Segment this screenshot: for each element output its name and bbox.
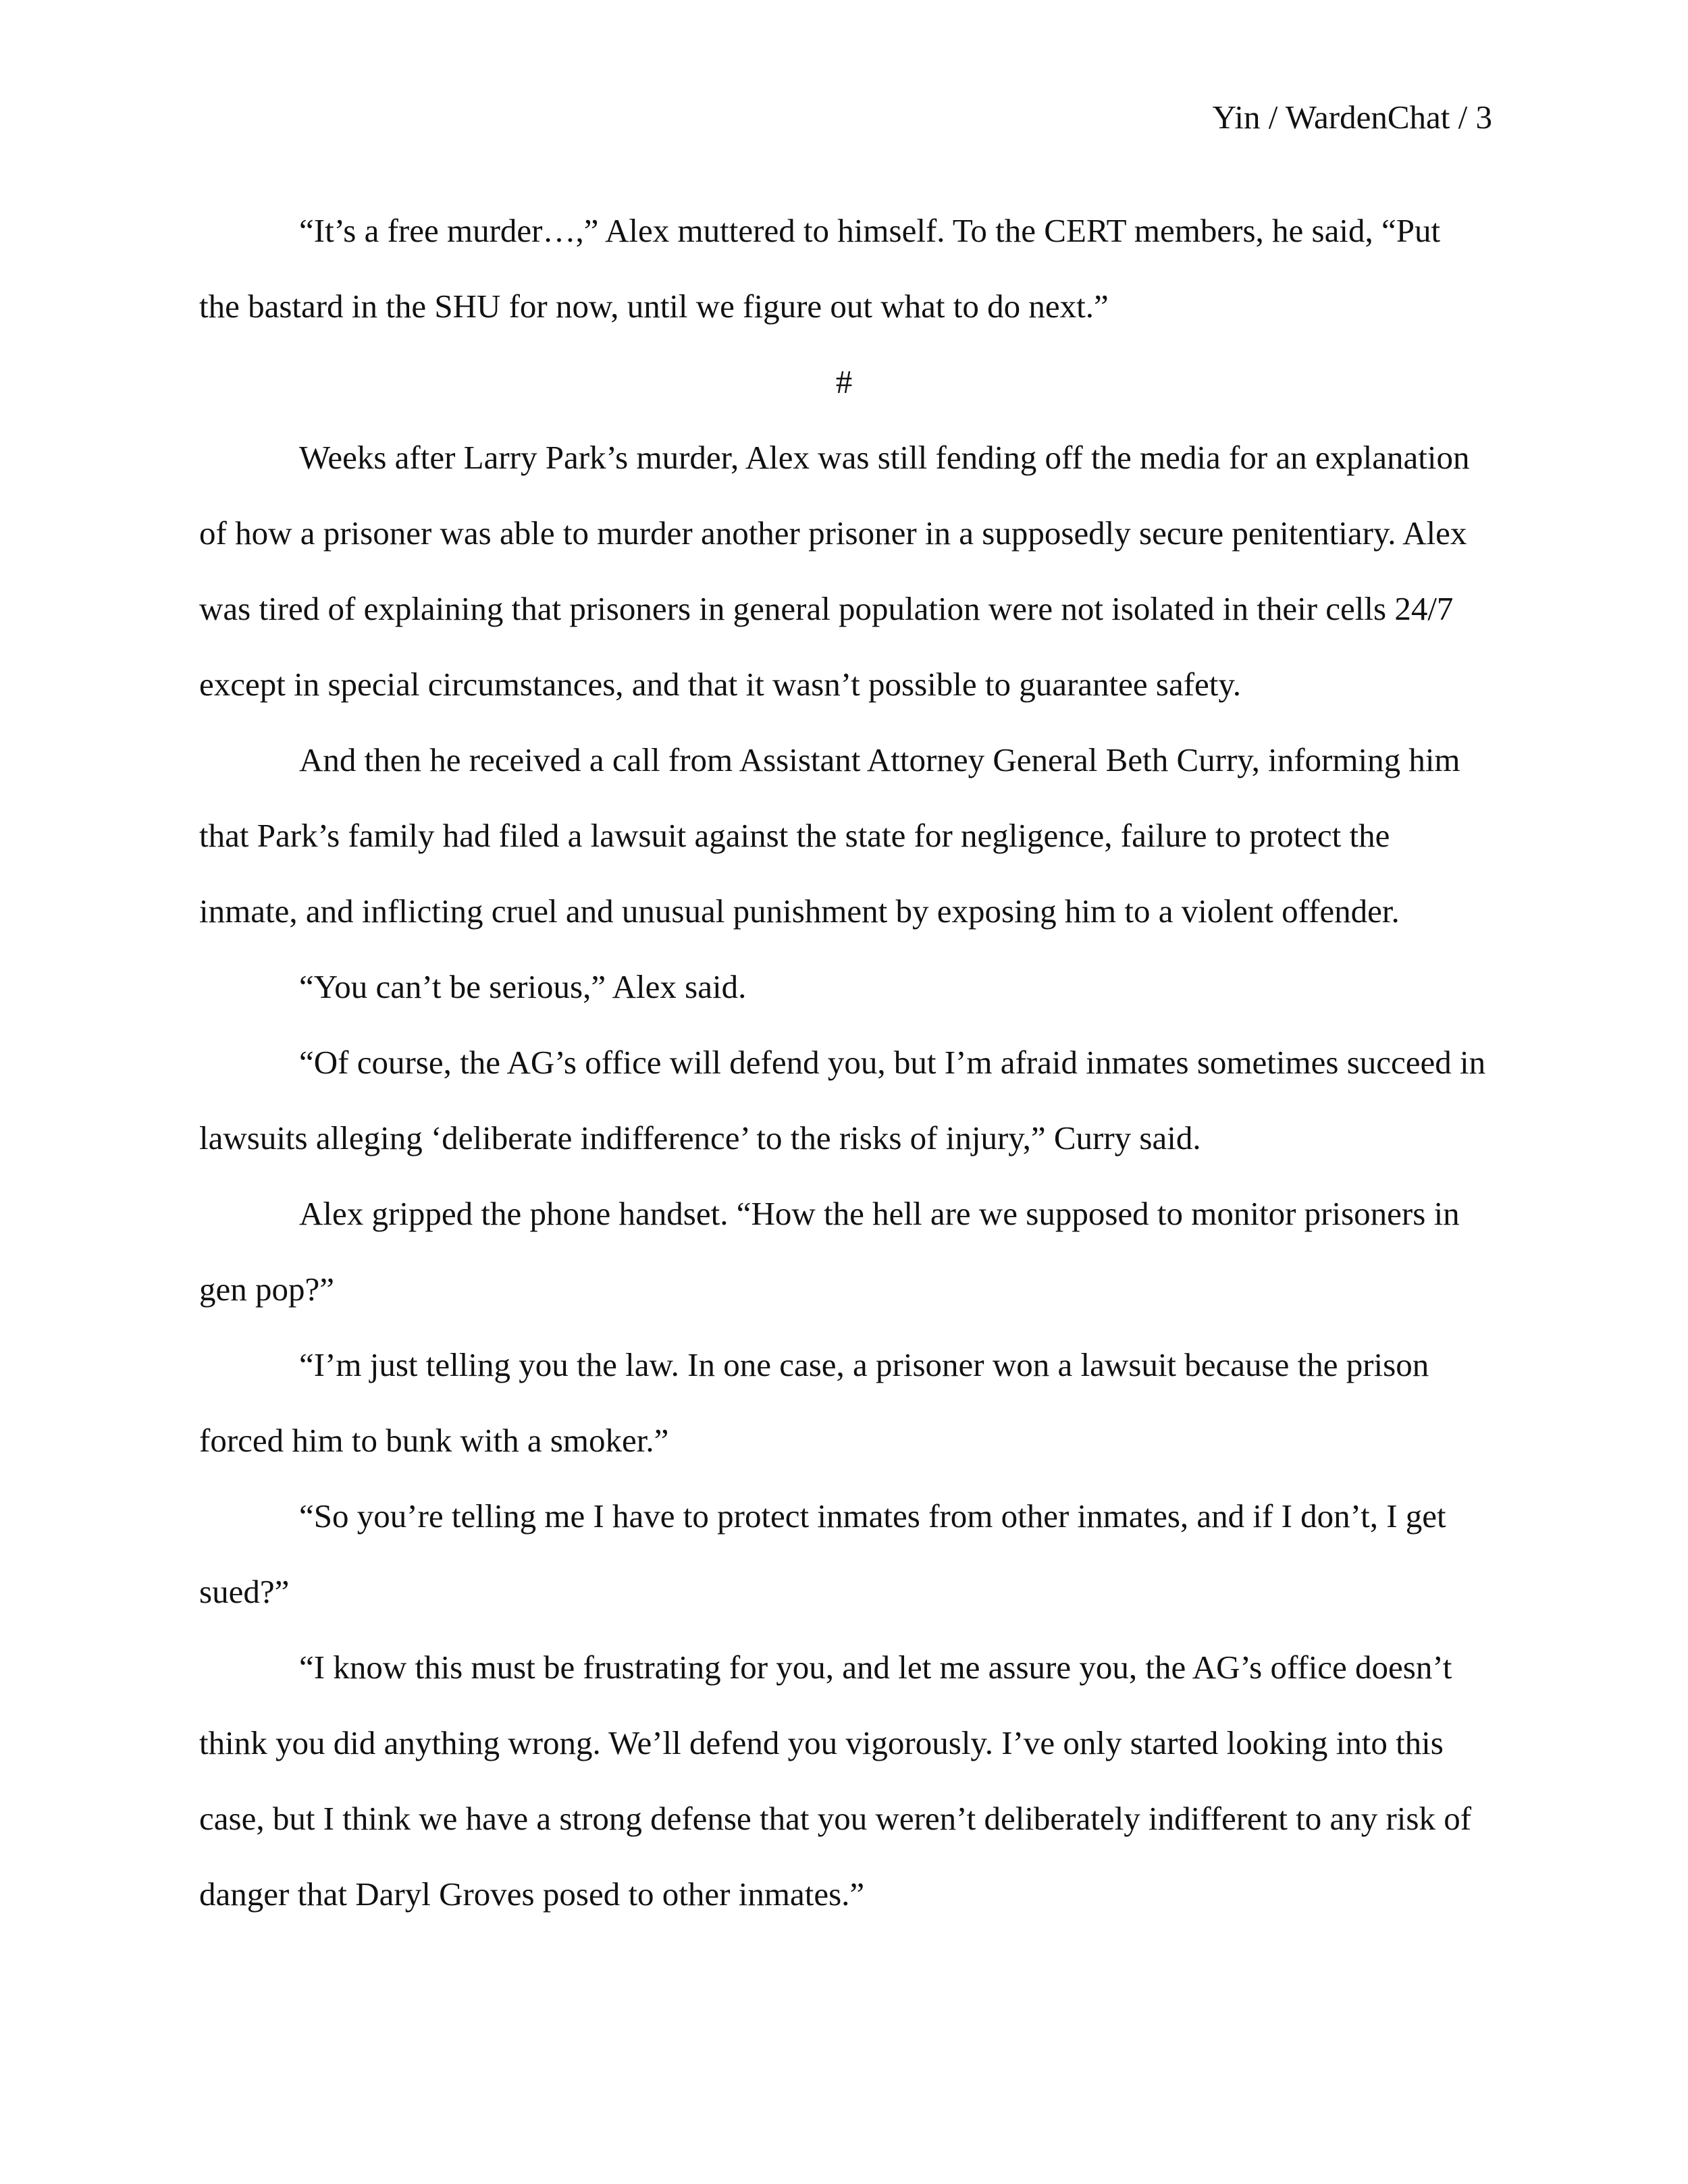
manuscript-body [199, 193, 1489, 1932]
paragraph: “I know this must be frustrating for you, and let me assure you, the AG’s office doesn’t think you did anything wrong. We’ll defend you vigorously. I’ve only started looking into this case, but I think we have a strong defense that you weren’t deliberately indifferent to any risk of danger that Daryl Groves posed to other inmates.” [199, 1649, 1472, 1913]
paragraph: “Of course, the AG’s office will defend you, but I’m afraid inmates sometimes succeed in lawsuits alleging ‘deliberate indifference’ to the risks of injury,” Curry said. [199, 1044, 1486, 1156]
paragraph: “It’s a free murder…,” Alex muttered to himself. To the CERT members, he said, “Put the bastard in the SHU for now, until we figure out what to do next.” [199, 212, 1441, 325]
running-header: Yin / WardenChat / 3 [1212, 99, 1492, 136]
paragraph: Alex gripped the phone handset. “How the hell are we supposed to monitor prisoners in gen pop?” [199, 1195, 1460, 1308]
paragraph: “You can’t be serious,” Alex said. [299, 968, 747, 1005]
paragraph: “So you’re telling me I have to protect inmates from other inmates, and if I don’t, I get sued?” [199, 1497, 1446, 1610]
scene-break: # [835, 363, 853, 400]
paragraph: Weeks after Larry Park’s murder, Alex was still fending off the media for an explanation of how a prisoner was able to murder another prisoner in a supposedly secure penitentiary. Alex was tired of explaining that prisoners in general population were not isolated in their cells 24/7 except in special circumstances, and that it wasn’t possible to guarantee safety. [199, 439, 1470, 703]
paragraph: “I’m just telling you the law. In one case, a prisoner won a lawsuit because the prison forced him to bunk with a smoker.” [199, 1346, 1429, 1459]
paragraph: And then he received a call from Assistant Attorney General Beth Curry, informing him that Park’s family had filed a lawsuit against the state for negligence, failure to protect the inmate, and inflicting cruel and unusual punishment by exposing him to a violent offender. [199, 741, 1460, 930]
